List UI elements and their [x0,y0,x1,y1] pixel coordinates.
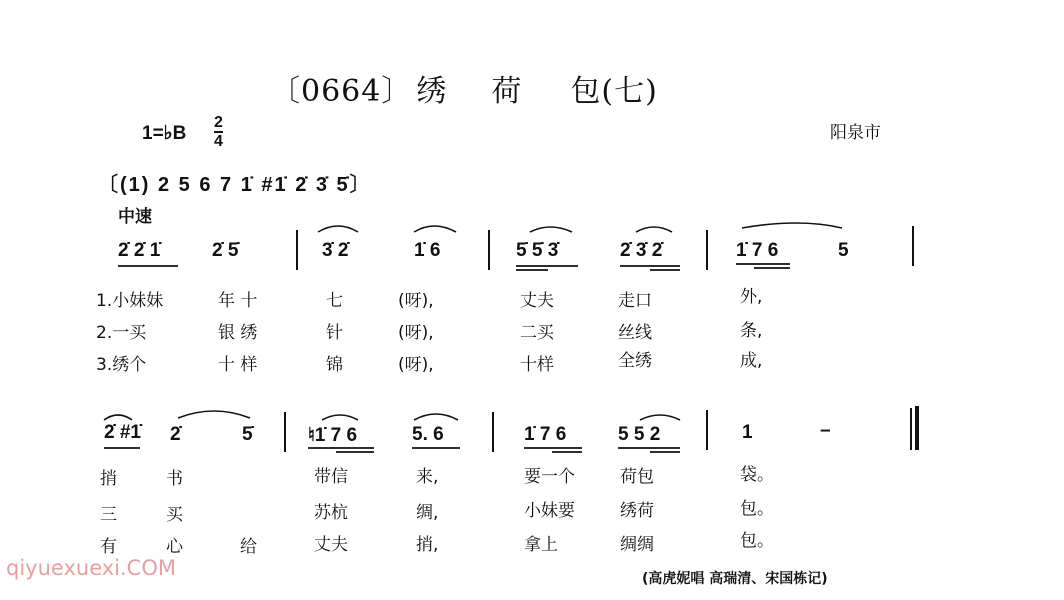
lyric: 十样 [520,355,554,375]
lyric: 绸绸 [620,535,654,555]
lyric: 锦 [326,355,343,375]
title-char-3: 包(七) [570,74,658,109]
note-group: 2̇ 5̇ [212,240,239,261]
lyric: 丈夫 [520,291,554,311]
note-group: 3̇ 2̇ [322,240,349,261]
note-group: 1̇ 7 6 [736,240,779,261]
lyric: 要一个 [524,467,575,487]
lyric: 带信 [314,467,348,487]
lyric: 捎 [100,469,117,489]
title-char-1: 绣 [416,74,448,109]
lyric: 有 [100,537,117,557]
song-number: 〔0664〕 [270,74,413,109]
note-group: 5 [838,240,849,261]
note-group: 2̇ 2̇ 1̇ [118,240,161,261]
lyric: (呀), [398,323,434,343]
lyric: 买 [166,505,183,525]
note-group: 2̇ #1̇ [104,422,141,443]
slur-mark [414,414,458,420]
key-signature: 1=♭B [142,123,187,144]
lyric: 给 [240,537,257,557]
slur-mark [322,415,358,420]
lyric: 1.小妹妹 [96,291,164,311]
lyric: 拿上 [524,535,558,555]
lyric: 绣荷 [620,501,654,521]
slur-mark [636,227,672,232]
lyric: 包。 [740,499,774,519]
note-group: 1̇ 6 [414,240,441,261]
slur-mark [414,226,456,232]
lyric: 绸, [416,503,439,523]
slur-mark [530,227,572,232]
lyric: 荷包 [620,467,654,487]
lyric: 袋。 [740,465,774,485]
watermark: qiyuexuexi.COM [6,556,176,580]
lyric: 银 绣 [218,323,258,343]
lyric: (呀), [398,291,434,311]
lyric: 七 [326,291,343,311]
lyric: 3.绣个 [96,355,147,375]
lyric: 小妹要 [524,501,575,521]
lyric: 二买 [520,323,554,343]
note-group: 1 [742,422,753,443]
region-label: 阳泉市 [830,123,881,143]
slur-mark [742,223,842,228]
meter-bottom: 4 [214,133,223,150]
note-group: 1̇ 7 6 [524,424,567,445]
note-group: 5. 6 [412,424,444,445]
lyric: 走口 [618,291,652,311]
lyric: 捎, [416,535,439,555]
note-group: 2̇ [170,424,181,445]
lyric: 丈夫 [314,535,348,555]
note-group: – [820,420,831,441]
lyric: 十 样 [218,355,258,375]
lyric: 成, [740,351,763,371]
lyric: 来, [416,467,439,487]
slur-mark [318,226,358,232]
slur-mark [178,411,250,418]
slur-mark [640,415,680,420]
lyric: 条, [740,321,763,341]
intro-line: 〔(1) 2 5 6 7 1̇ #1̇ 2̇ 3̇ 5̇〕 [98,174,372,196]
lyric: 全绣 [618,351,652,371]
meter-top: 2 [214,114,223,131]
note-group: 5 5 2 [618,424,661,445]
lyric: 丝线 [618,323,652,343]
lyric: 年 十 [218,291,258,311]
lyric: 外, [740,287,763,307]
lyric: 三 [100,505,117,525]
lyric: 书 [166,469,183,489]
lyric: 针 [326,323,343,343]
note-group: 5̇ [242,424,253,445]
lyric: 包。 [740,531,774,551]
lyric: (呀), [398,355,434,375]
note-group: ♮1̇ 7 6 [308,425,358,446]
credit-line: (高虎妮唱 高瑞清、宋国栋记) [642,571,828,587]
tempo-marking: 中速 [118,207,152,227]
note-group: 2̇ 3̇ 2̇ [620,240,663,261]
slur-mark [104,415,132,420]
lyric: 苏杭 [314,503,348,523]
title-char-2: 荷 [491,74,523,109]
lyric: 2.一买 [96,323,147,343]
lyric: 心 [166,537,183,557]
note-group: 5̇ 5̇ 3̇ [516,240,559,261]
